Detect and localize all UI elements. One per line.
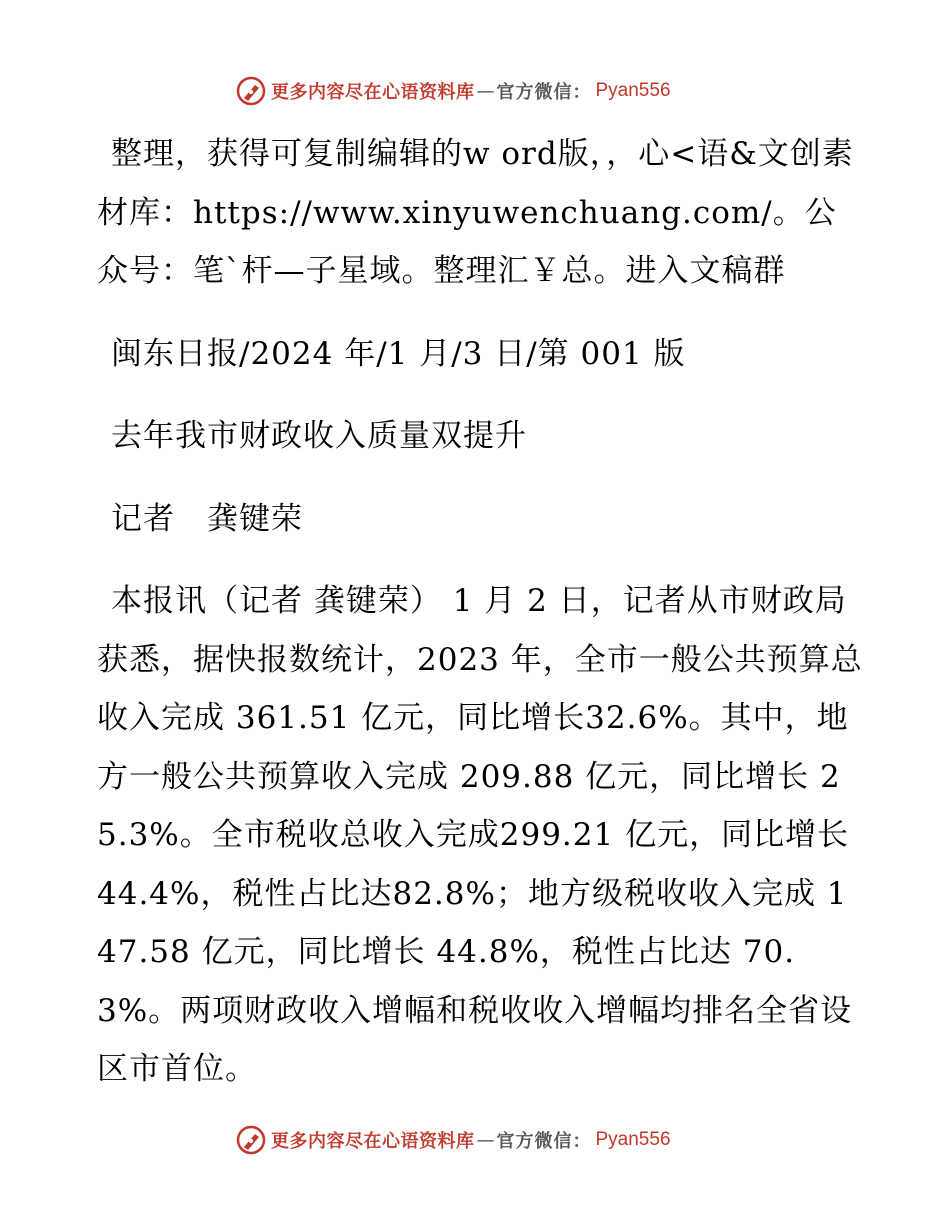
article-paragraph: 本报讯（记者 龚键荣） 1 月 2 日，记者从市财政局获悉，据快报数统计，2023 年，全市一般公共预算总收入完成 361.51 亿元，同比增长32.6%。其中，地方一般公共预算收入完成 209.88 亿元，同比增长 25.3%。全市税收总收入完成299.21 亿元，同比增长 44.4%，税性占比达82.8%；地方级税收收入完成 147.58 亿元，同比增长 44.8%，税性占比达 70.3%。两项财政收入增幅和税收收入增幅均排名全省设区市首位。 <box>97 583 863 1087</box>
banner-text: 更多内容尽在心语资料库 <box>271 1131 475 1152</box>
banner-official-label: 官方微信： <box>496 1131 592 1152</box>
banner-dash: — <box>476 1129 495 1151</box>
pen-logo-icon <box>235 1124 267 1156</box>
top-watermark-banner <box>235 74 755 108</box>
byline: 记者 龚键荣 <box>111 500 303 537</box>
article-title: 去年我市财政收入质量双提升 <box>111 418 527 454</box>
pen-logo-icon <box>235 75 267 107</box>
header-note: 整理，获得可复制编辑的w ord版，，心<语&文创素材库：https://www.xinyuwenchuang.com/。公众号：笔`杆—子星域。整理汇￥总。进入文稿群 <box>97 136 854 289</box>
source-line: 闽东日报/2024 年/1 月/3 日/第 001 版 <box>111 335 686 372</box>
bottom-watermark-banner <box>235 1123 755 1157</box>
banner-wechat-id: Pyan556 <box>595 1129 671 1150</box>
article-body <box>97 125 867 1099</box>
banner-text: 更多内容尽在心语资料库 <box>271 82 475 103</box>
banner-dash: — <box>476 80 495 102</box>
banner-official-label: 官方微信： <box>496 82 592 103</box>
banner-wechat-id: Pyan556 <box>595 80 671 101</box>
